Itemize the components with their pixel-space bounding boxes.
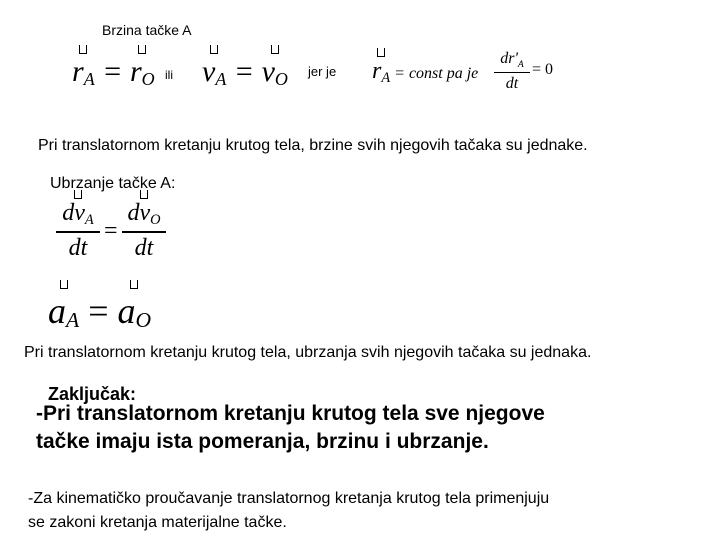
formula-eq2 xyxy=(202,55,288,90)
fraction-dvO-dt: $dv_O$ dt xyxy=(122,200,166,262)
vector-v-A-deriv: $dv_A$ xyxy=(56,200,100,229)
final-line-1: -Za kinematičko proučavanje translatornog kretanja krutog tela primenjuju xyxy=(28,490,550,507)
equals-sign: = xyxy=(102,55,123,88)
equals-sign: = xyxy=(233,55,255,88)
equals-sign-accel: = xyxy=(88,291,109,331)
final-line-2: se zakoni kretanja materijalne tačke. xyxy=(28,514,287,531)
vector-r-O: $r_O$ xyxy=(129,55,155,89)
conclusion-heading: Zaključak: xyxy=(48,384,137,404)
const-text: = const pa je xyxy=(394,65,479,82)
vector-r-prime-A: $r_A$ xyxy=(372,58,391,86)
word-jer-je: jer je xyxy=(308,64,337,79)
equals-sign-deriv: = xyxy=(104,218,118,244)
velocity-statement: Pri translatornom kretanju krutog tela, brzine svih njegovih tačaka su jednake. xyxy=(38,137,588,154)
equals-zero: = 0 xyxy=(532,61,554,78)
vector-r-A: $r_A$ xyxy=(72,55,95,89)
vector-a-A: $a_A$ xyxy=(48,291,80,332)
vector-a-O: $a_O$ xyxy=(117,291,152,332)
acceleration-heading: Ubrzanje tačke A: xyxy=(50,175,176,192)
vector-v-O-deriv: $dv_O$ xyxy=(122,200,166,229)
acceleration-statement: Pri translatornom kretanju krutog tela, ubrzanja svih njegovih tačaka su jednaka. xyxy=(24,344,592,361)
fraction-dvA-dt: $dv_A$ dt xyxy=(56,200,100,262)
slide-title: Brzina tačke A xyxy=(102,22,192,38)
formula-accel-equality xyxy=(48,290,151,333)
conclusion-line-2: tačke imaju ista pomeranja, brzinu i ubrzanje. xyxy=(36,430,489,453)
formula-eq1 xyxy=(72,55,155,90)
word-ili: ili xyxy=(165,68,173,82)
vector-v-O: $v_O$ xyxy=(261,55,288,89)
conclusion-line-1: -Pri translatornom kretanju krutog tela sve njegove xyxy=(36,402,545,425)
vector-v-A: $v_A$ xyxy=(202,55,227,89)
fraction-dr-dt: $dr'_A$ dt xyxy=(494,50,530,93)
formula-eq3 xyxy=(372,58,478,87)
